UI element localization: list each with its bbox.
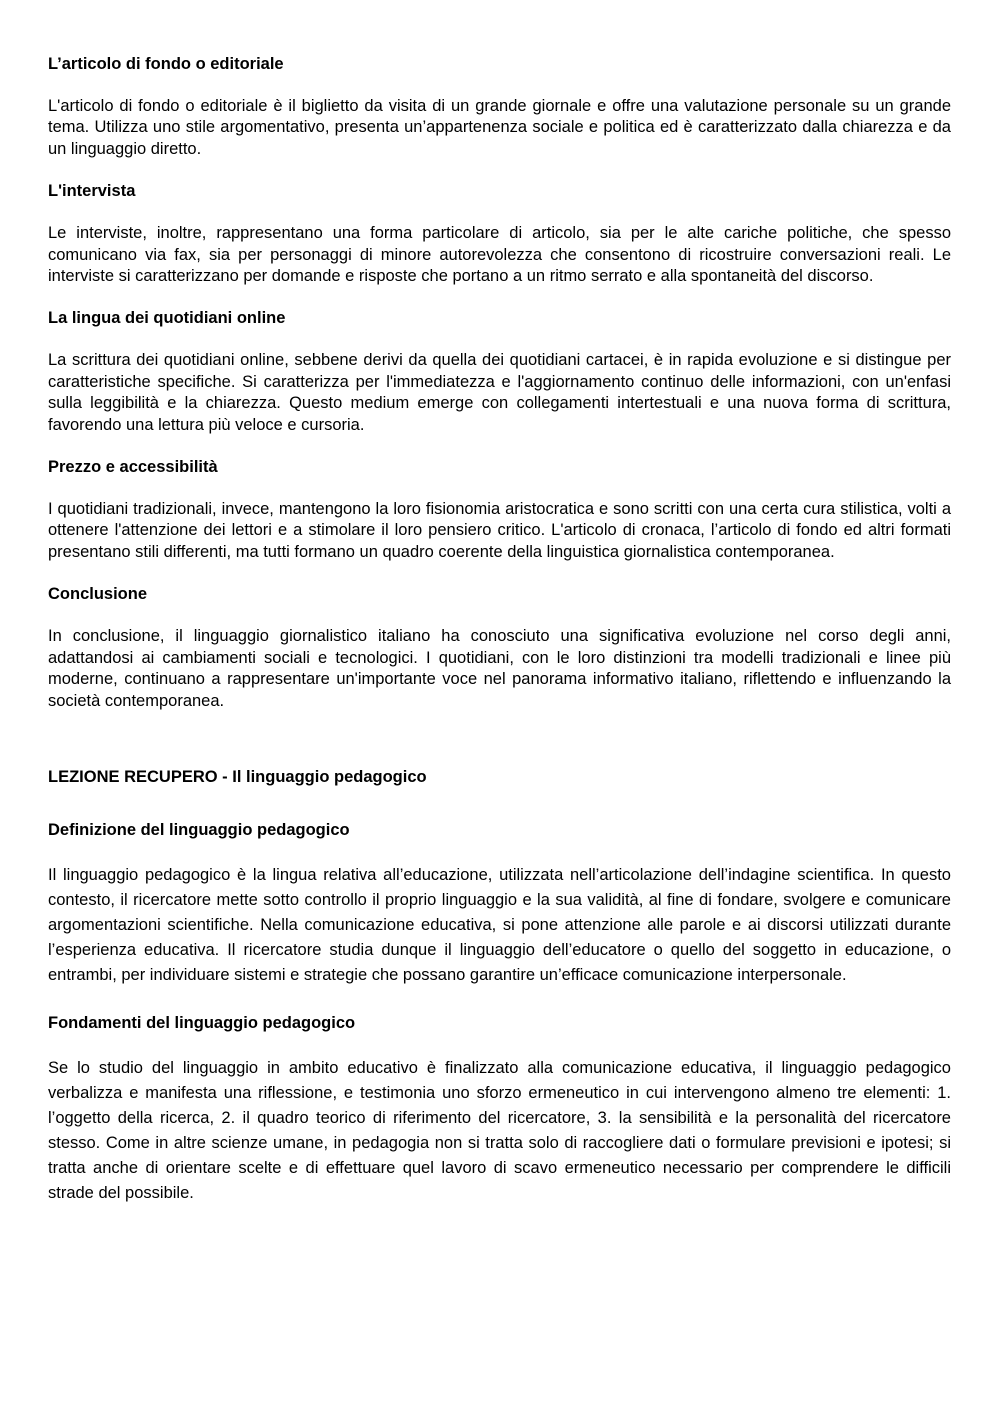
section-heading: Conclusione: [48, 585, 148, 604]
section-prezzo-accessibilita: [48, 457, 951, 563]
section-definizione: [48, 820, 951, 988]
section-heading: Prezzo e accessibilità: [48, 458, 218, 477]
lesson-title: LEZIONE RECUPERO - Il linguaggio pedagogico: [48, 767, 427, 786]
section-intervista: [48, 181, 951, 287]
section-heading: Fondamenti del linguaggio pedagogico: [48, 1014, 356, 1033]
section-paragraph: L'articolo di fondo o editoriale è il biglietto da visita di un grande giornale e offre una valutazione personale su un grande tema. Utilizza uno stile argomentativo, presenta un’appartenenza sociale e politica ed è caratterizzato dalla chiarezza e da un linguaggio diretto.: [48, 97, 951, 158]
section-heading: Definizione del linguaggio pedagogico: [48, 820, 350, 839]
document-page: [48, 54, 951, 1206]
section-conclusione: [48, 584, 951, 712]
section-paragraph: In conclusione, il linguaggio giornalistico italiano ha conosciuto una significativa evoluzione nel corso degli anni, adattandosi ai cambiamenti sociali e tecnologici. I quotidiani, con le loro distinzioni tra modelli tradizionali e linee più moderne, continuano a rappresentare un'importante voce nel panorama informativo italiano, riflettendo e influenzando la società contemporanea.: [48, 627, 951, 710]
section-paragraph: Se lo studio del linguaggio in ambito educativo è finalizzato alla comunicazione educativa, il linguaggio pedagogico verbalizza e manifesta una riflessione, e testimonia uno sforzo ermeneutico in cui intervengono almeno tre elementi: 1. l’oggetto della ricerca, 2. il quadro teorico di riferimento del ricercatore, 3. la sensibilità e la personalità del ricercatore stesso. Come in altre scienze umane, in pedagogia non si tratta solo di raccogliere dati o formulare previsioni e ipotesi; si tratta anche di orientare scelte e di effettuare quel lavoro di scavo ermeneutico necessario per comprendere le difficili strade del possibile.: [48, 1059, 951, 1202]
section-fondamenti: [48, 1013, 951, 1205]
section-paragraph: Il linguaggio pedagogico è la lingua relativa all’educazione, utilizzata nell’articolazione dell’indagine scientifica. In questo contesto, il ricercatore mette sotto controllo il proprio linguaggio e la sua validità, al fine di fondare, svolgere e comunicare argomentazioni scientifiche. Nella comunicazione educativa, si pone attenzione alle parole e ai discorsi utilizzati durante l’esperienza educativa. Il ricercatore studia dunque il linguaggio dell’educatore o quello del soggetto in educazione, o entrambi, per individuare sistemi e strategie che possano garantire un’efficace comunicazione interpersonale.: [48, 865, 951, 984]
section-heading: La lingua dei quotidiani online: [48, 309, 286, 328]
section-quotidiani-online: [48, 308, 951, 436]
section-editoriale: [48, 54, 951, 160]
section-paragraph: I quotidiani tradizionali, invece, mantengono la loro fisionomia aristocratica e sono scritti con una certa cura stilistica, volti a ottenere l'attenzione dei lettori e a stimolare il loro pensiero critico. L'articolo di cronaca, l’articolo di fondo ed altri formati presentano stili differenti, ma tutti formano un quadro coerente della linguistica giornalistica contemporanea.: [48, 500, 951, 561]
section-heading: L’articolo di fondo o editoriale: [48, 55, 284, 73]
section-paragraph: La scrittura dei quotidiani online, sebbene derivi da quella dei quotidiani cartacei, è in rapida evoluzione e si distingue per caratteristiche specifiche. Si caratterizza per l'immediatezza e l'aggiornamento continuo delle informazioni, con un'enfasi sulla leggibilità e la chiarezza. Questo medium emerge con collegamenti intertestuali e una nuova forma di scrittura, favorendo una lettura più veloce e cursoria.: [48, 351, 951, 434]
section-paragraph: Le interviste, inoltre, rappresentano una forma particolare di articolo, sia per le alte cariche politiche, che spesso comunicano via fax, sia per personaggi di minore autorevolezza che consentono di ricostruire conversazioni reali. Le interviste si caratterizzano per domande e risposte che portano a un ritmo serrato e alla spontaneità del discorso.: [48, 224, 951, 286]
section-heading: L'intervista: [48, 182, 136, 201]
